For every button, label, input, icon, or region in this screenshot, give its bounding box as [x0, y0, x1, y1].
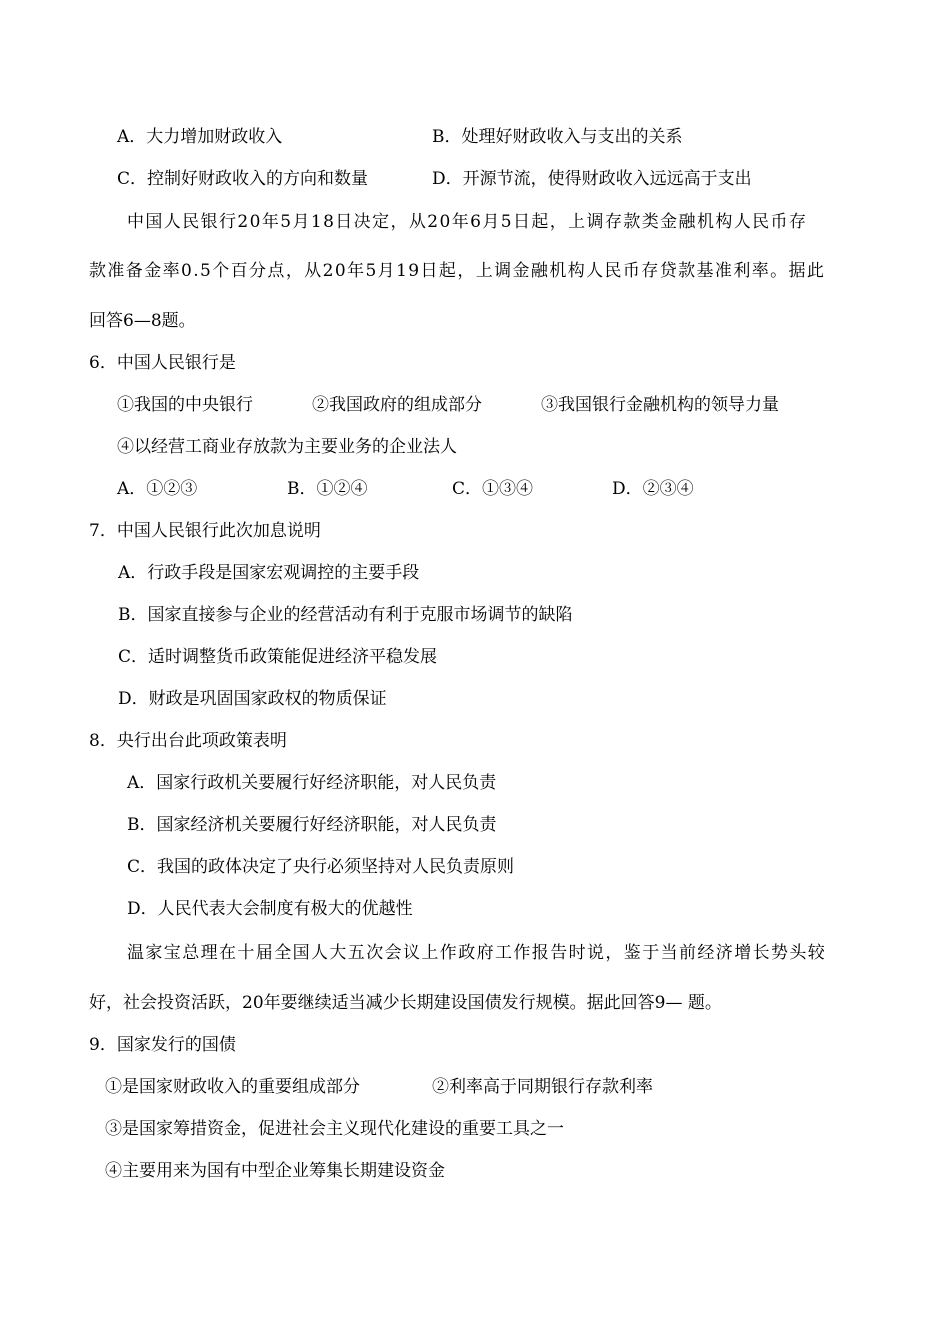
- q9-item-3: ③是国家筹措资金，促进社会主义现代化建设的重要工具之一: [105, 1119, 564, 1139]
- q6-stem: 6．中国人民银行是: [89, 353, 236, 373]
- q8-option-d: D．人民代表大会制度有极大的优越性: [127, 899, 413, 919]
- q8-option-b: B．国家经济机关要履行好经济职能，对人民负责: [127, 815, 497, 835]
- passage1-line1: 中国人民银行20年5月18日决定，从20年6月5日起，上调存款类金融机构人民币存: [127, 212, 808, 232]
- q6-item-2: ②我国政府的组成部分: [312, 395, 482, 415]
- passage1-line3: 回答6—8题。: [89, 311, 196, 331]
- q6-item-4: ④以经营工商业存放款为主要业务的企业法人: [117, 437, 457, 457]
- q7-option-b: B．国家直接参与企业的经营活动有利于克服市场调节的缺陷: [118, 605, 573, 625]
- q6-option-a: A．①②③: [117, 479, 198, 499]
- q9-item-4: ④主要用来为国有中型企业筹集长期建设资金: [105, 1161, 445, 1181]
- passage1-line2: 款准备金率0.5个百分点，从20年5月19日起，上调金融机构人民币存贷款基准利率。据此: [89, 261, 826, 281]
- q6-item-3: ③我国银行金融机构的领导力量: [541, 395, 779, 415]
- q6-option-b: B．①②④: [287, 479, 368, 499]
- q8-option-a: A．国家行政机关要履行好经济职能，对人民负责: [127, 773, 497, 793]
- q5-option-a: A．大力增加财政收入: [117, 127, 283, 147]
- q8-option-c: C．我国的政体决定了央行必须坚持对人民负责原则: [127, 857, 515, 877]
- q7-stem: 7．中国人民银行此次加息说明: [89, 521, 321, 541]
- passage2-line1: 温家宝总理在十届全国人大五次会议上作政府工作报告时说，鉴于当前经济增长势头较: [127, 943, 827, 963]
- q5-option-b: B．处理好财政收入与支出的关系: [432, 127, 683, 147]
- q7-option-a: A．行政手段是国家宏观调控的主要手段: [118, 563, 420, 583]
- q5-option-d: D．开源节流，使得财政收入远远高于支出: [432, 169, 752, 189]
- q6-option-d: D．②③④: [612, 479, 694, 499]
- q9-item-2: ②利率高于同期银行存款利率: [432, 1077, 653, 1097]
- q5-option-c: C．控制好财政收入的方向和数量: [117, 169, 369, 189]
- q8-stem: 8．央行出台此项政策表明: [89, 731, 287, 751]
- passage2-line2: 好，社会投资活跃，20年要继续适当减少长期建设国债发行规模。据此回答9— 题。: [89, 993, 722, 1013]
- q9-stem: 9．国家发行的国债: [89, 1035, 236, 1055]
- q6-item-1: ①我国的中央银行: [117, 395, 253, 415]
- q6-option-c: C．①③④: [452, 479, 534, 499]
- q9-item-1: ①是国家财政收入的重要组成部分: [105, 1077, 360, 1097]
- q7-option-c: C．适时调整货币政策能促进经济平稳发展: [118, 647, 438, 667]
- q7-option-d: D．财政是巩固国家政权的物质保证: [118, 689, 387, 709]
